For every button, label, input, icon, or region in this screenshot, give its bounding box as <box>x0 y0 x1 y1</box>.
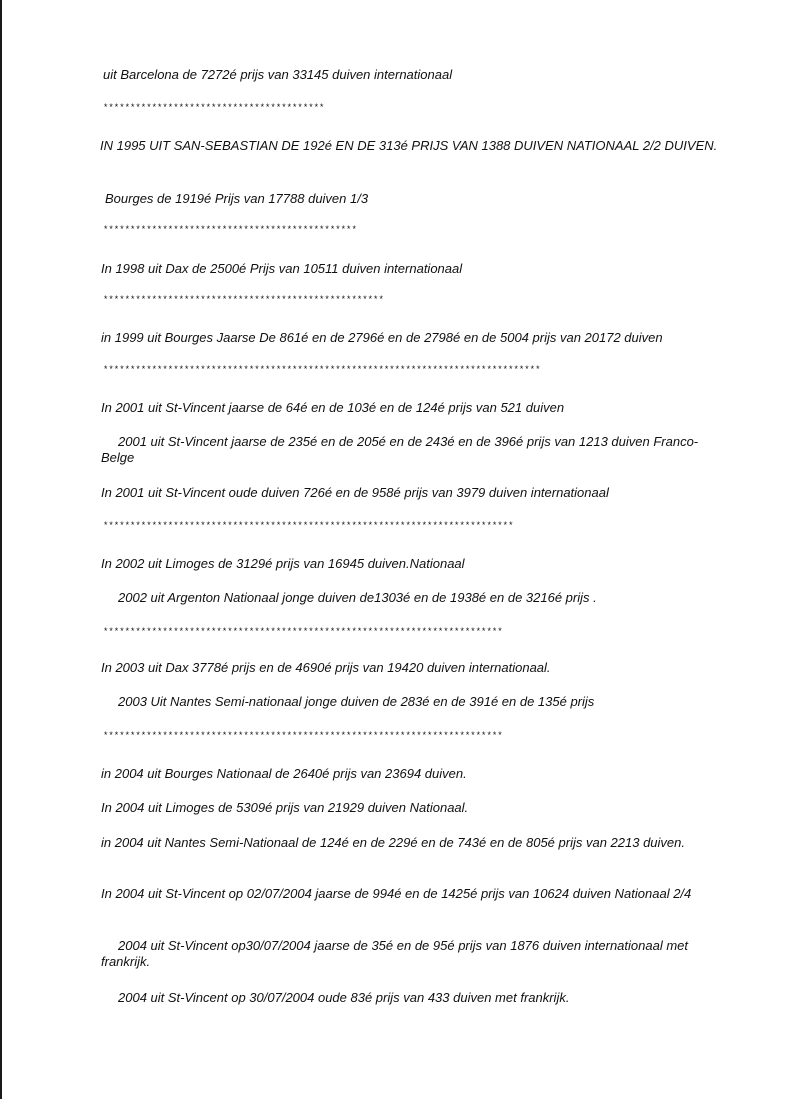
text-line: In 1998 uit Dax de 2500é Prijs van 10511 duiven internationaal <box>101 261 463 276</box>
text-line: In 2004 uit Limoges de 5309é prijs van 21929 duiven Nationaal. <box>101 800 469 815</box>
text-line: In 2001 uit St-Vincent jaarse de 64é en de 103é en de 124é prijs van 521 duiven <box>101 400 565 415</box>
text-line: in 2004 uit Bourges Nationaal de 2640é prijs van 23694 duiven. <box>101 766 467 781</box>
text-line: In 2003 uit Dax 3778é prijs en de 4690é prijs van 19420 duiven internationaal. <box>101 660 551 675</box>
separator: *********************************************** <box>103 225 357 235</box>
separator: ********************************************************************************* <box>103 365 541 375</box>
page-edge <box>0 0 2 1099</box>
separator: **************************************************** <box>103 295 384 305</box>
text-line: in 1999 uit Bourges Jaarse De 861é en de 2796é en de 2798é en de 5004 prijs van 20172 duiven <box>101 330 663 345</box>
text-line: IN 1995 UIT SAN-SEBASTIAN DE 192é EN DE 313é PRIJS VAN 1388 DUIVEN NATIONAAL 2/2 DUIVEN. <box>100 138 718 153</box>
separator: ***************************************** <box>103 103 325 113</box>
text-line: 2004 uit St-Vincent op 30/07/2004 oude 83é prijs van 433 duiven met frankrijk. <box>118 990 570 1005</box>
separator: ************************************************************************** <box>103 627 503 637</box>
text-line: Bourges de 1919é Prijs van 17788 duiven 1/3 <box>105 191 369 206</box>
text-line: 2002 uit Argenton Nationaal jonge duiven de1303é en de 1938é en de 3216é prijs . <box>118 590 597 605</box>
text-line: In 2002 uit Limoges de 3129é prijs van 16945 duiven.Nationaal <box>101 556 465 571</box>
text-line: In 2001 uit St-Vincent oude duiven 726é en de 958é prijs van 3979 duiven internationaal <box>101 485 609 500</box>
text-line: uit Barcelona de 7272é prijs van 33145 duiven internationaal <box>103 67 453 82</box>
text-line: 2001 uit St-Vincent jaarse de 235é en de 205é en de 243é en de 396é prijs van 1213 duiven Franco-Belge <box>101 434 699 465</box>
text-line: In 2004 uit St-Vincent op 02/07/2004 jaarse de 994é en de 1425é prijs van 10624 duiven Nationaal 2/4 <box>101 886 692 901</box>
text-line: in 2004 uit Nantes Semi-Nationaal de 124é en de 229é en de 743é en de 805é prijs van 2213 duiven. <box>101 835 685 850</box>
text-line: 2004 uit St-Vincent op30/07/2004 jaarse de 35é en de 95é prijs van 1876 duiven internationaal met frankrijk. <box>101 938 689 969</box>
separator: ************************************************************************** <box>103 731 503 741</box>
separator: **************************************************************************** <box>103 521 514 531</box>
text-line: 2003 Uit Nantes Semi-nationaal jonge duiven de 283é en de 391é en de 135é prijs <box>118 694 595 709</box>
